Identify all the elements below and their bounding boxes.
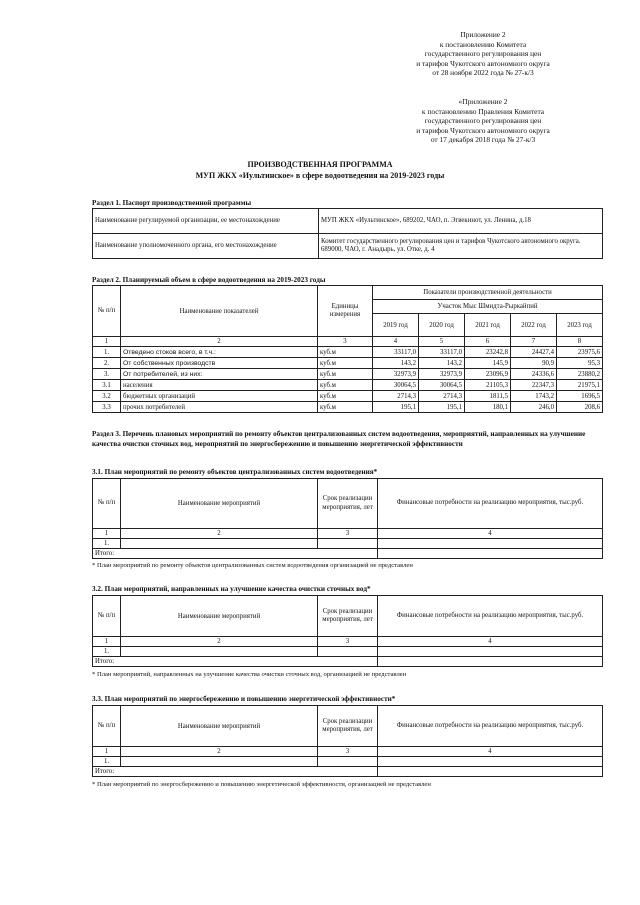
header-term: Срок реализации мероприятия, лет [318, 706, 378, 747]
plan-note: * План мероприятий, направленных на улучшение качества очистки сточных вод, организацией не представлен [92, 671, 407, 678]
title-line-1: ПРОИЗВОДСТВЕННАЯ ПРОГРАММА [247, 160, 393, 169]
row-value: 143,2 [373, 358, 419, 369]
appendix-line: от 28 ноября 2022 года № 27-к/3 [432, 68, 534, 78]
col-number: 7 [511, 337, 557, 347]
col-number: 3 [318, 529, 378, 539]
row-value: 2714,3 [373, 391, 419, 402]
col-number: 2 [121, 529, 318, 539]
plan-note: * План мероприятий по ремонту объектов централизованных систем водоотведения организацией не представлен [92, 562, 413, 569]
col-number: 1 [93, 637, 121, 647]
header-name: Наименование показателей [121, 286, 318, 337]
row-value: 21105,3 [465, 380, 511, 391]
row-value: 21975,1 [557, 380, 603, 391]
header-site: Участок Мыс Шмидта-Рыркайпий [373, 300, 603, 314]
header-year: 2022 год [511, 314, 557, 337]
row-value: 33117,0 [373, 347, 419, 358]
row-name: От собственных производств [121, 358, 318, 369]
row-name: бюджетных организаций [121, 391, 318, 402]
header-finance: Финансовые потребности на реализацию мероприятия, тыс.руб. [378, 479, 603, 529]
row-value: 1696,5 [557, 391, 603, 402]
plan-heading: 3.1. План мероприятий по ремонту объектов централизованных систем водоотведения* [92, 468, 378, 476]
header-unit: Единицы измерения [318, 286, 373, 337]
header-year: 2023 год [557, 314, 603, 337]
row-num: 1. [93, 757, 121, 767]
appendix-line: к постановлению Правления Комитета [421, 106, 545, 116]
col-number: 4 [378, 529, 603, 539]
row-num: 1. [93, 347, 121, 358]
title-line-2: МУП ЖКХ «Иультинское» в сфере водоотведения на 2019-2023 годы [195, 171, 445, 180]
passport-table [92, 208, 603, 259]
table-row [93, 706, 603, 747]
passport-label: Наименование уполномоченного органа, его местонахождение [93, 234, 319, 259]
passport-value: Комитет государственного регулирования цен и тарифов Чукотского автономного округа. 689000, ЧАО, г. Анадырь, ул. Отке, д. 4 [319, 234, 603, 259]
table-row [93, 337, 603, 347]
empty-cell [378, 767, 603, 777]
row-value: 1743,2 [511, 391, 557, 402]
col-number: 3 [318, 337, 373, 347]
row-value: 90,9 [511, 358, 557, 369]
table-row [93, 757, 603, 767]
table-row [93, 529, 603, 539]
row-num: 2. [93, 358, 121, 369]
table-row [93, 358, 603, 369]
plan-heading: 3.3. План мероприятий по энергосбережению и повышению энергетической эффективности* [92, 695, 396, 703]
row-value: 195,1 [373, 402, 419, 413]
col-number: 1 [93, 529, 121, 539]
row-value: 23242,8 [465, 347, 511, 358]
plan-note: * План мероприятий по энергосбережению и повышению энергетической эффективности, организацией не представлен [92, 781, 431, 788]
table-row [93, 380, 603, 391]
plan-table [92, 478, 603, 559]
section3-heading: Раздел 3. Перечень плановых мероприятий по ремонту объектов централизованных систем водоотведения, мероприятий, направленных на улучшение качества очистки сточных вод, мероприятий по энергосбережению и повышению энергетической эффективности [92, 430, 586, 448]
header-name: Наименование мероприятий [121, 596, 318, 637]
row-value: 23880,2 [557, 369, 603, 380]
row-value: 95,3 [557, 358, 603, 369]
row-value: 143,2 [419, 358, 465, 369]
document-title [0, 159, 640, 181]
row-num: 3.1 [93, 380, 121, 391]
header-year: 2020 год [419, 314, 465, 337]
empty-cell [378, 657, 603, 667]
header-num: № п/п [93, 479, 121, 529]
col-number: 4 [378, 747, 603, 757]
col-number: 2 [121, 337, 318, 347]
row-name: прочих потребителей [121, 402, 318, 413]
row-num: 3.3 [93, 402, 121, 413]
appendix-line: государственного регулирования цен [424, 49, 542, 59]
row-num: 1. [93, 647, 121, 657]
table-row [93, 347, 603, 358]
table-row [93, 402, 603, 413]
col-number: 3 [318, 747, 378, 757]
row-value: 32973,9 [419, 369, 465, 380]
row-value: 24336,6 [511, 369, 557, 380]
row-unit: куб.м [318, 402, 373, 413]
header-name: Наименование мероприятий [121, 706, 318, 747]
col-number: 8 [557, 337, 603, 347]
table-row [93, 286, 603, 300]
row-num: 3. [93, 369, 121, 380]
plan-heading: 3.2. План мероприятий, направленных на улучшение качества очистки сточных вод* [92, 585, 371, 593]
appendix-line: и тарифов Чукотского автономного округа [416, 58, 550, 68]
volume-table [92, 285, 603, 413]
empty-cell [318, 647, 378, 657]
total-label: Итого: [93, 549, 378, 559]
table-row [93, 479, 603, 529]
header-year: 2021 год [465, 314, 511, 337]
row-value: 23975,6 [557, 347, 603, 358]
appendix-header-new [378, 30, 588, 78]
col-number: 6 [465, 337, 511, 347]
header-group: Показатели производственной деятельности [373, 286, 603, 300]
section2-heading: Раздел 2. Планируемый объем в сфере водоотведения на 2019-2023 годы [92, 276, 326, 284]
plan-table [92, 595, 603, 667]
col-number: 4 [378, 637, 603, 647]
col-number: 2 [121, 747, 318, 757]
empty-cell [378, 647, 603, 657]
row-name: населения [121, 380, 318, 391]
row-value: 30064,5 [373, 380, 419, 391]
empty-cell [378, 539, 603, 549]
appendix-line: от 17 декабря 2018 года № 27-к/3 [430, 135, 536, 145]
table-row [93, 637, 603, 647]
appendix-line: государственного регулирования цен [424, 116, 542, 126]
table-row [93, 747, 603, 757]
header-term: Срок реализации мероприятия, лет [318, 596, 378, 637]
row-name: От потребителей, из них: [121, 369, 318, 380]
row-unit: куб.м [318, 380, 373, 391]
row-value: 24427,4 [511, 347, 557, 358]
table-row [93, 596, 603, 637]
empty-cell [378, 549, 603, 559]
table-row [93, 391, 603, 402]
table-row [93, 647, 603, 657]
row-value: 22347,3 [511, 380, 557, 391]
row-value: 180,1 [465, 402, 511, 413]
header-term: Срок реализации мероприятия, лет [318, 479, 378, 529]
col-number: 3 [318, 637, 378, 647]
row-value: 2714,3 [419, 391, 465, 402]
row-value: 246,0 [511, 402, 557, 413]
col-number: 1 [93, 337, 121, 347]
header-name: Наименование мероприятий [121, 479, 318, 529]
row-value: 145,9 [465, 358, 511, 369]
empty-cell [378, 757, 603, 767]
row-unit: куб.м [318, 369, 373, 380]
passport-value: МУП ЖКХ «Иультинское», 689202, ЧАО, п. Эгвекинот, ул. Ленина, д.18 [319, 209, 603, 234]
appendix-line: и тарифов Чукотского автономного округа [416, 125, 550, 135]
empty-cell [121, 647, 318, 657]
header-num: № п/п [93, 286, 121, 337]
appendix-line: к постановлению Комитета [439, 39, 527, 49]
empty-cell [121, 539, 318, 549]
row-unit: куб.м [318, 358, 373, 369]
passport-label: Наименование регулируемой организации, ее местонахождение [93, 209, 319, 234]
empty-cell [318, 757, 378, 767]
total-label: Итого: [93, 657, 378, 667]
row-value: 30064,5 [419, 380, 465, 391]
col-number: 5 [419, 337, 465, 347]
row-value: 23096,9 [465, 369, 511, 380]
row-value: 33117,0 [419, 347, 465, 358]
section1-heading: Раздел 1. Паспорт производственной программы [92, 199, 252, 207]
header-num: № п/п [93, 706, 121, 747]
table-row [93, 234, 603, 259]
table-row [93, 539, 603, 549]
plan-table [92, 705, 603, 777]
row-value: 208,6 [557, 402, 603, 413]
table-row [93, 369, 603, 380]
table-row [93, 767, 603, 777]
col-number: 2 [121, 637, 318, 647]
table-row [93, 549, 603, 559]
row-num: 3.2 [93, 391, 121, 402]
header-finance: Финансовые потребности на реализацию мероприятия, тыс.руб. [378, 596, 603, 637]
row-value: 32973,9 [373, 369, 419, 380]
header-finance: Финансовые потребности на реализацию мероприятия, тыс.руб. [378, 706, 603, 747]
row-unit: куб.м [318, 391, 373, 402]
row-unit: куб.м [318, 347, 373, 358]
row-value: 195,1 [419, 402, 465, 413]
appendix-line: Приложение 2 [460, 30, 506, 39]
table-row [93, 657, 603, 667]
header-year: 2019 год [373, 314, 419, 337]
appendix-header-old [378, 97, 588, 145]
row-num: 1. [93, 539, 121, 549]
table-row [93, 209, 603, 234]
col-number: 4 [373, 337, 419, 347]
row-value: 1811,5 [465, 391, 511, 402]
col-number: 1 [93, 747, 121, 757]
empty-cell [121, 757, 318, 767]
appendix-line: «Приложение 2 [458, 97, 508, 106]
row-name: Отведено стоков всего, в т.ч.: [121, 347, 318, 358]
empty-cell [318, 539, 378, 549]
total-label: Итого: [93, 767, 378, 777]
header-num: № п/п [93, 596, 121, 637]
